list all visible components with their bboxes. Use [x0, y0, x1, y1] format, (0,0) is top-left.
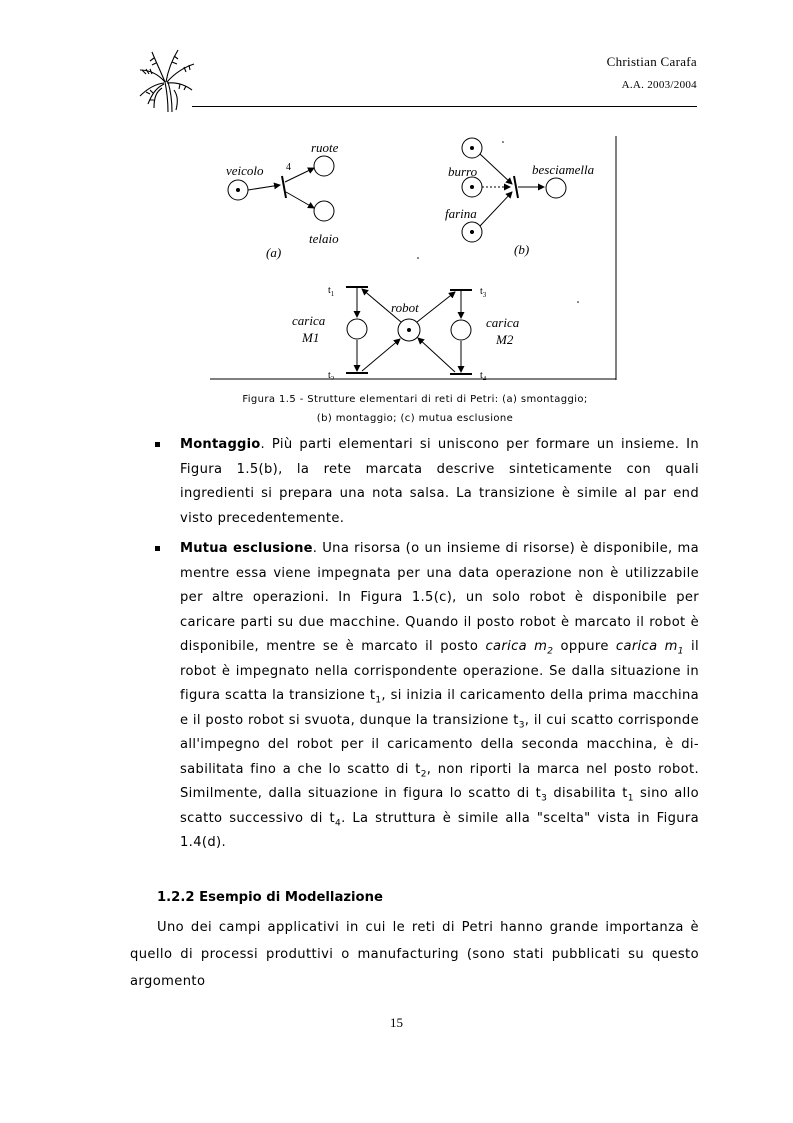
- label-b: (b): [514, 242, 530, 257]
- label-carica-m2: carica: [486, 315, 520, 330]
- section-paragraph: Uno dei campi applicativi in cui le reti di Petri hanno grande importanza è quello di processi produttivi o manufacturing (sono stati pubblicati su questo argomento: [130, 920, 699, 989]
- palm-logo: [134, 48, 196, 112]
- place-besciamella: [546, 178, 566, 198]
- figure-caption-line-2: (b) montaggio; (c) mutua esclusione: [316, 413, 514, 424]
- header-academic-year: A.A. 2003/2004: [621, 79, 697, 91]
- transition-a: [282, 176, 286, 198]
- label-ruote: ruote: [311, 140, 339, 155]
- label-m2: M2: [496, 332, 514, 347]
- place-telaio: [314, 201, 334, 221]
- page-number: 15: [390, 1015, 403, 1030]
- bullet-marker: [154, 545, 162, 553]
- bullet-montaggio: [180, 433, 699, 531]
- label-t3: $t_3$: [480, 286, 487, 299]
- label-a: (a): [266, 245, 282, 260]
- label-farina: farina: [445, 206, 477, 221]
- label-t2: $t_2$: [328, 370, 335, 380]
- transition-b: [514, 176, 518, 198]
- label-t1: $t_1$: [328, 285, 335, 298]
- label-veicolo: veicolo: [226, 163, 264, 178]
- label-t4: $t_4$: [480, 370, 487, 380]
- bullet-mutua-esclusione: Mutua esclusione. Una risorsa (o un insieme di risorse) è disponibile, ma mentre essa viene impegnata per una data operazione non è utilizzabile per altre operazioni. In Figura 1.5(c), un solo robot è disponibile per caricare parti su due macchine. Quando il posto robot è marcato il robot è disponibile, mentre se è marcato il posto carica $m_2$ oppure carica $m_1$ il robot è impegnato nella corrispondente operazione. Se dalla situazione in figura scatta la transizione $t_1$, si inizia il caricamento della prima macchina e il posto robot si svuota, dunque la transizione $t_3$, il cui scatto corrisponde all'impegno del robot per il caricamento della seconda macchina, è di-sabilitata fino a che lo scatto di $t_2$, non riporti la marca nel posto robot. Similmente, dalla situazione in figura lo scatto di $t_3$ disabilita $t_1$ sino allo scatto successivo di $t_4$. La struttura è simile alla "scelta" vista in Figura 1.4(d).: [180, 541, 699, 850]
- header-author: Christian Carafa: [606, 54, 697, 69]
- place-carica-m2: [451, 320, 471, 340]
- bullet-title: Mutua esclusione: [180, 541, 313, 556]
- label-burro: burro: [448, 164, 478, 179]
- header-divider: [192, 106, 697, 107]
- bullet-marker: [154, 441, 162, 449]
- bullet-text: . Più parti elementari si uniscono per formare un insieme. In Figura 1.5(b), la rete marcata descrive sinteticamente con quali ingredienti si prepara una nota salsa. La transizione è simile al par end visto precedentemente.: [180, 437, 699, 526]
- section-heading: 1.2.2 Esempio di Modellazione: [157, 890, 383, 905]
- label-m1: M1: [302, 330, 320, 345]
- place-ruote: [314, 156, 334, 176]
- figure-caption-line-1: Figura 1.5 - Strutture elementari di reti di Petri: (a) smontaggio;: [242, 394, 588, 405]
- label-robot: robot: [391, 300, 419, 315]
- place-carica-m1: [347, 319, 367, 339]
- petri-net-figure: [210, 136, 620, 380]
- label-weight-4: 4: [286, 162, 291, 173]
- label-besciamella: besciamella: [532, 162, 595, 177]
- label-telaio: telaio: [309, 231, 339, 246]
- label-carica-m1: carica: [292, 313, 326, 328]
- bullet-title: Montaggio: [180, 437, 261, 452]
